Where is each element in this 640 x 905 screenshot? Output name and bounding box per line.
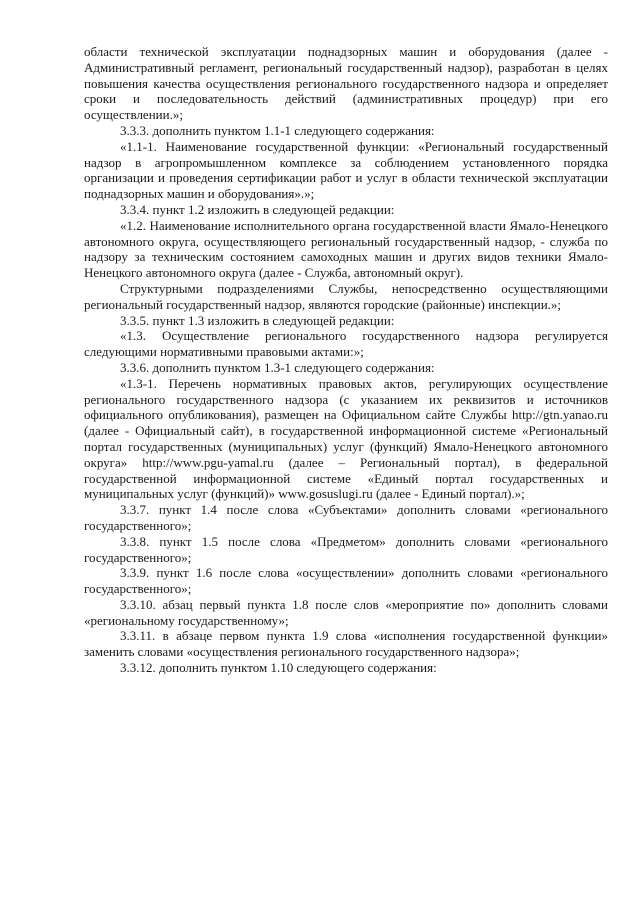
paragraph-3-3-10: 3.3.10. абзац первый пункта 1.8 после слов «мероприятие по» дополнить словами «региональному государственному»; xyxy=(84,596,608,628)
paragraph-3-3-12: 3.3.12. дополнить пунктом 1.10 следующего содержания: xyxy=(120,660,437,676)
paragraph-3-3-11: 3.3.11. в абзаце первом пункта 1.9 слова «исполнения государственной функции» заменить словами «осуществления регионального государственного надзора»; xyxy=(84,628,608,660)
paragraph-1-3: «1.3. Осуществление регионального государственного надзора регулируется следующими нормативными правовыми актами:»; xyxy=(84,328,608,360)
document-page xyxy=(84,44,608,676)
paragraph-3-3-7: 3.3.7. пункт 1.4 после слова «Субъектами» дополнить словами «регионального государственного»; xyxy=(84,502,608,533)
paragraph-3-3-4: 3.3.4. пункт 1.2 изложить в следующей редакции: xyxy=(120,201,395,217)
paragraph-1-2: «1.2. Наименование исполнительного органа государственной власти Ямало-Ненецкого автономного округа, осуществляющего региональный государственный надзор, - служба по надзору за техническим состоянием самоходных машин и других видов техники Ямало-Ненецкого автономного округа (далее - Служба, автономный округ). xyxy=(84,217,608,281)
paragraph-3-3-3: 3.3.3. дополнить пунктом 1.1-1 следующего содержания: xyxy=(120,122,435,138)
paragraph-3-3-9: 3.3.9. пункт 1.6 после слова «осуществлении» дополнить словами «регионального государственного»; xyxy=(84,565,608,597)
paragraph-admin-regulation-end: области технической эксплуатации поднадзорных машин и оборудования (далее - Административный регламент, региональный государственный надзор), разработан в целях повышения качества осуществления регионального государственного надзора и определяет сроки и последовательность действий (административных процедур) при его осуществлении.»; xyxy=(84,44,608,123)
paragraph-3-3-8: 3.3.8. пункт 1.5 после слова «Предметом» дополнить словами «регионального государственного»; xyxy=(84,533,608,565)
paragraph-3-3-5: 3.3.5. пункт 1.3 изложить в следующей редакции: xyxy=(120,312,395,328)
paragraph-structural-units: Структурными подразделениями Службы, непосредственно осуществляющими региональный государственный надзор, являются городские (районные) инспекции.»; xyxy=(84,280,608,312)
paragraph-3-3-6: 3.3.6. дополнить пунктом 1.3-1 следующего содержания: xyxy=(120,359,435,375)
paragraph-1-3-1: «1.3-1. Перечень нормативных правовых актов, регулирующих осуществление регионального государственного надзора (с указанием их реквизитов и источников официального опубликования), размещен на Официальном сайте Службы http://gtn.yanao.ru (далее - Официальный сайт), в государственной информационной системе «Региональный портал государственных (муниципальных) услуг (функций) Ямало-Ненецкого автономного округа» http://www.pgu-yamal.ru (далее – Региональный портал), в федеральной государственной информационной системе «Единый портал государственных и муниципальных услуг (функций)» www.gosuslugi.ru (далее - Единый портал).»; xyxy=(84,375,608,502)
paragraph-1-1-1: «1.1-1. Наименование государственной функции: «Региональный государственный надзор в агропромышленном комплексе за соблюдением установленного порядка организации и проведения сертификации работ и услуг в области технической эксплуатации поднадзорных машин и оборудования».»; xyxy=(84,138,608,202)
